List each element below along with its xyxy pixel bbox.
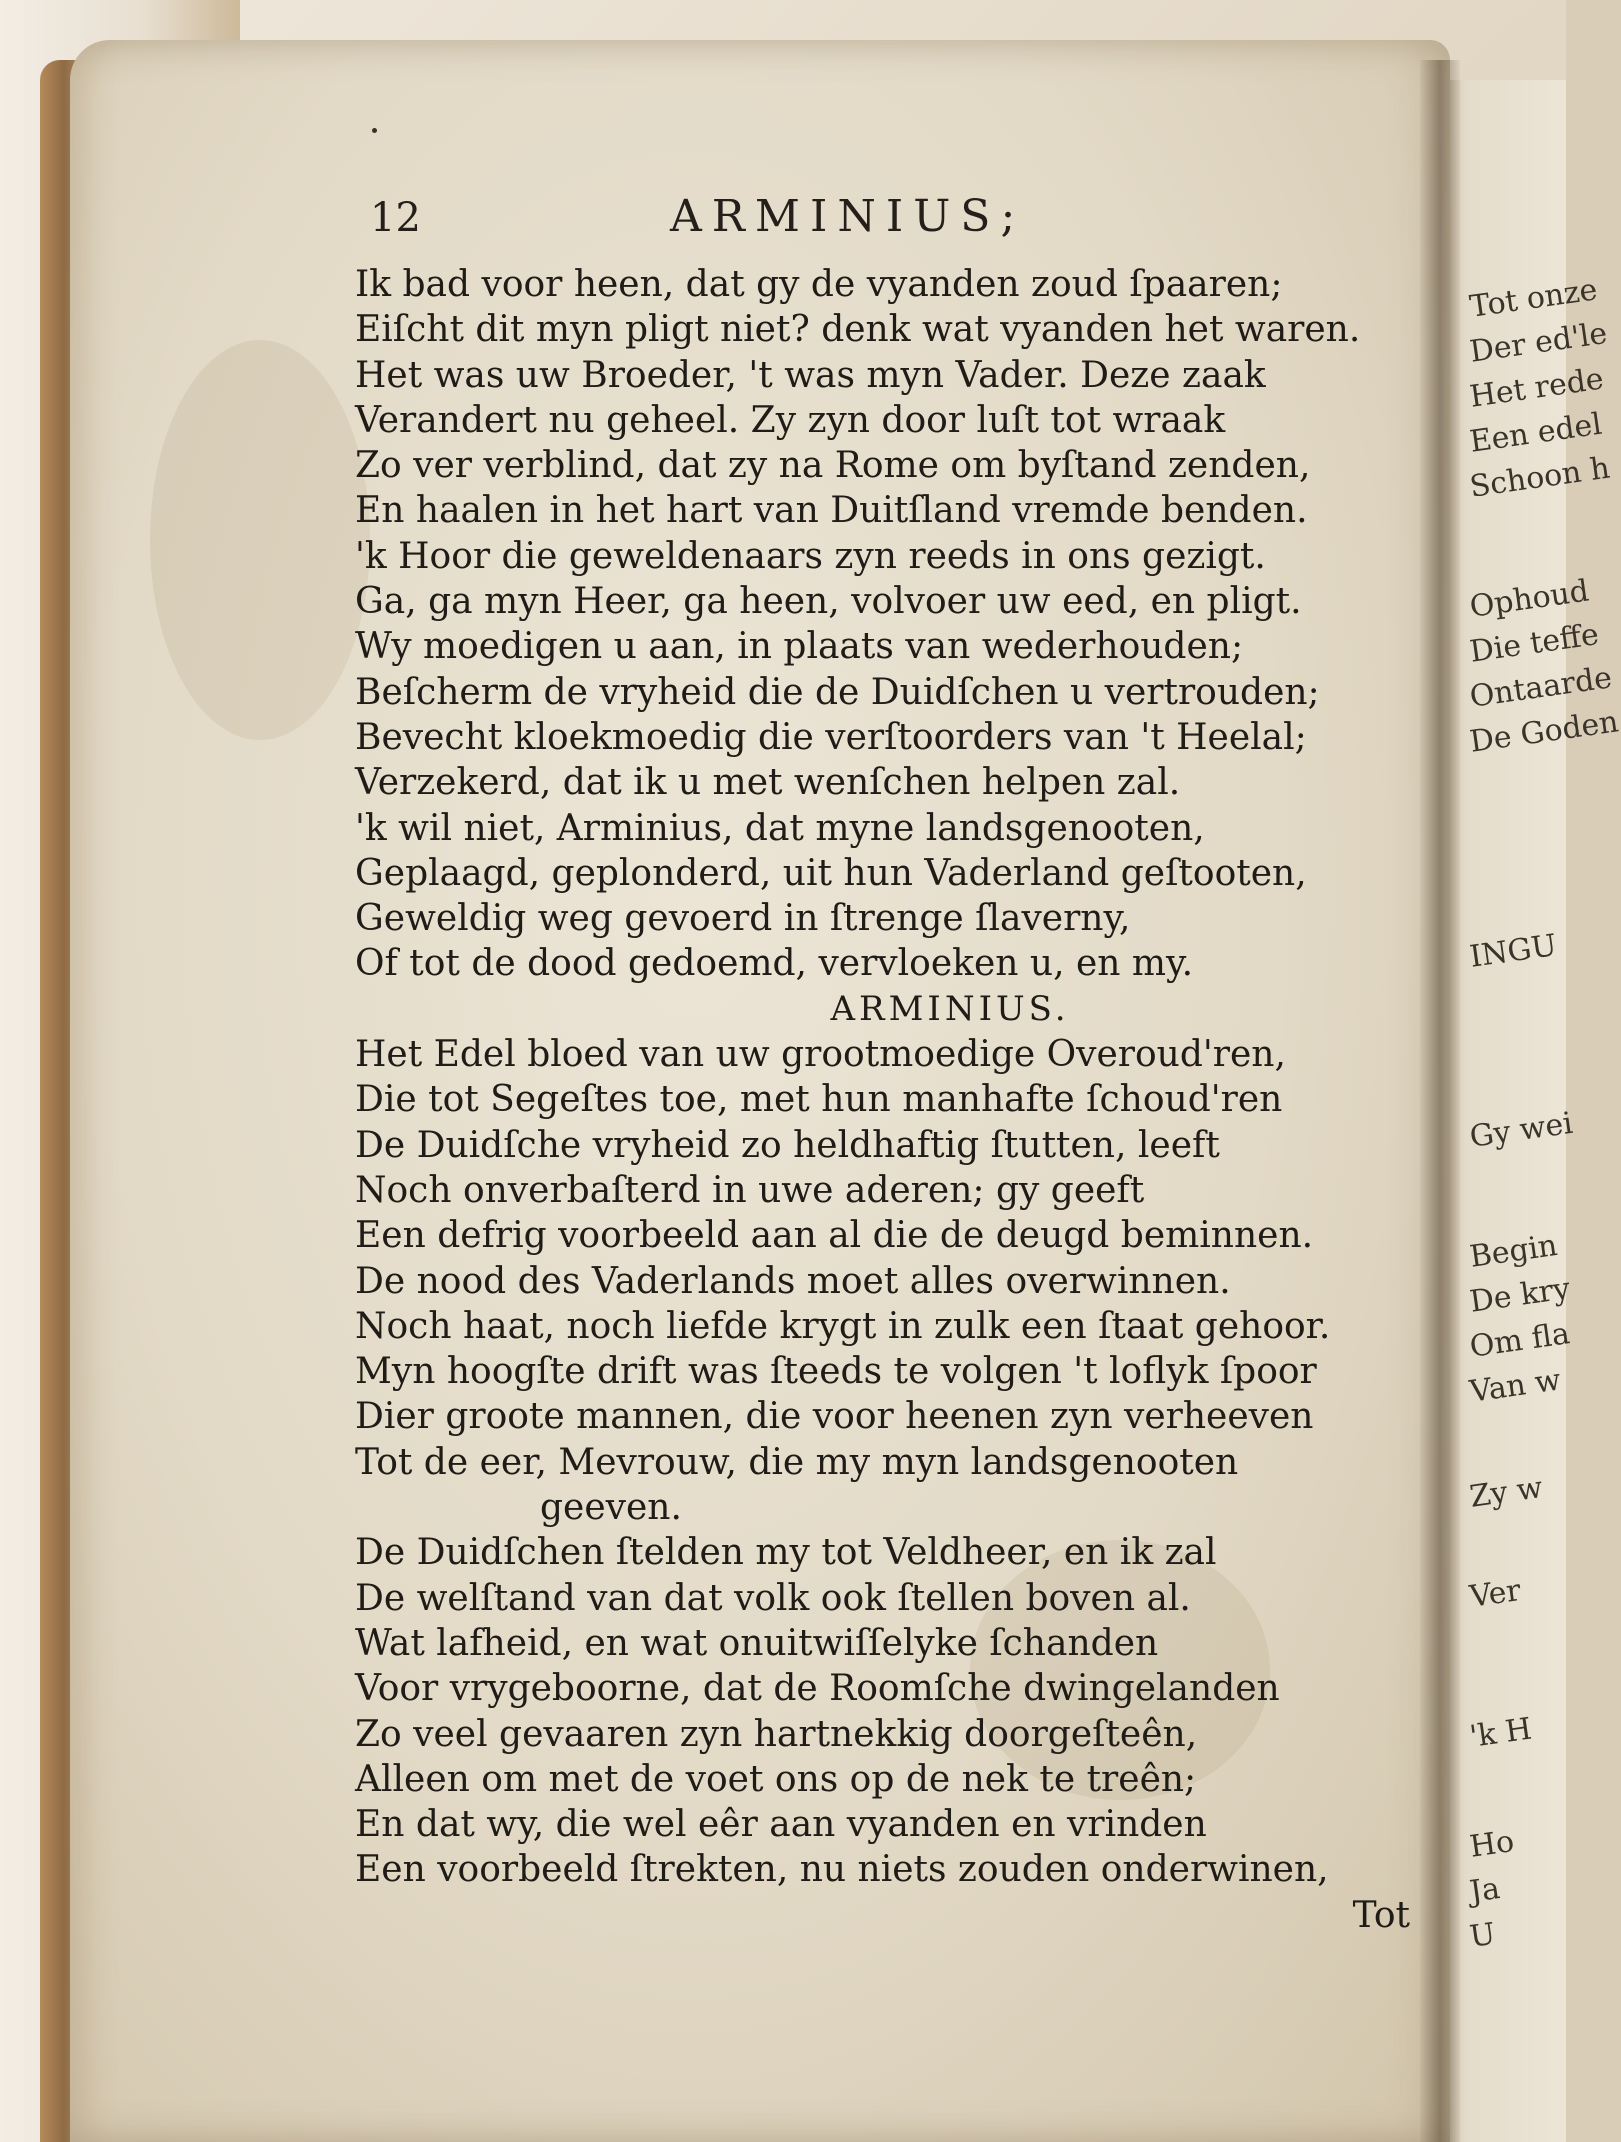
verse-line: Verandert nu geheel. Zy zyn door luſt tot wraak <box>355 399 1226 441</box>
facing-line: Een edel <box>1467 406 1604 460</box>
verse-line: Bevecht kloekmoedig die verſtoorders van 't Heelal; <box>355 716 1307 758</box>
facing-line: 'k H <box>1467 1711 1534 1755</box>
verse-line: Ga, ga myn Heer, ga heen, volvoer uw eed, en pligt. <box>355 581 1302 623</box>
verse-text <box>355 262 1435 1938</box>
facing-line: Om fla <box>1467 1316 1572 1365</box>
verse-line: Het was uw Broeder, 't was myn Vader. Deze zaak <box>355 354 1266 396</box>
verse-line: Wy moedigen u aan, in plaats van wederhouden; <box>355 626 1244 668</box>
facing-line: Tot onze <box>1467 272 1600 325</box>
verse-line: Die tot Segeſtes toe, met hun manhafte ſchoud'ren <box>355 1079 1283 1121</box>
facing-line: Ver <box>1467 1573 1523 1615</box>
verse-line: 'k Hoor die geweldenaars zyn reeds in ons gezigt. <box>355 535 1266 577</box>
verse-line: Het Edel bloed van uw grootmoedige Overoud'ren, <box>355 1034 1286 1076</box>
verse-line: Geplaagd, geplonderd, uit hun Vaderland geſtooten, <box>355 852 1307 894</box>
facing-line: Van w <box>1467 1362 1563 1410</box>
verse-line: De welſtand van dat volk ook ſtellen boven al. <box>355 1577 1191 1619</box>
verse-line: Ik bad voor heen, dat gy de vyanden zoud ſpaaren; <box>355 264 1283 305</box>
facing-line: Die teffe <box>1467 617 1602 670</box>
verse-line: Alleen om met de voet ons op de nek te treên; <box>355 1758 1197 1800</box>
verse-line: Tot de eer, Mevrouw, die my myn landsgenooten <box>355 1441 1239 1483</box>
verse-line: Noch haat, noch liefde krygt in zulk een ſtaat gehoor. <box>355 1305 1331 1347</box>
verse-line: Geweldig weg gevoerd in ſtrenge ſlaverny, <box>355 898 1131 940</box>
facing-line: Schoon h <box>1467 450 1613 505</box>
facing-line: Ho <box>1467 1824 1517 1865</box>
page-number: 12 <box>370 195 421 241</box>
verse-line: Zo veel gevaaren zyn hartnekkig doorgeſteên, <box>355 1713 1198 1755</box>
verse-line: Een defrig voorbeeld aan al die de deugd beminnen. <box>355 1215 1314 1257</box>
verse-line: En dat wy, die wel eêr aan vyanden en vrinden <box>355 1804 1207 1846</box>
verse-line-continuation: geeven. <box>540 1487 682 1529</box>
facing-line: De kry <box>1467 1271 1573 1320</box>
catchword: Tot <box>1352 1894 1410 1936</box>
verse-line: Of tot de dood gedoemd, vervloeken u, en my. <box>355 943 1194 985</box>
verse-line: Een voorbeeld ſtrekten, nu niets zouden onderwinen, <box>355 1849 1329 1891</box>
paper-stain <box>150 340 370 740</box>
verse-line: Noch onverbaſterd in uwe aderen; gy geeft <box>355 1169 1145 1211</box>
verse-line: Voor vrygeboorne, dat de Roomſche dwingelanden <box>355 1668 1280 1710</box>
facing-line: Gy wei <box>1467 1105 1575 1155</box>
verse-line: Wat lafheid, en wat onuitwiſſelyke ſchanden <box>355 1622 1159 1664</box>
verse-line: De Duidſche vryheid zo heldhaftig ſtutten, leeft <box>355 1124 1220 1166</box>
facing-line: Zy w <box>1467 1470 1545 1515</box>
ink-dot <box>372 128 377 133</box>
facing-line: Ontaarde <box>1467 660 1615 715</box>
running-title: ARMINIUS; <box>670 191 1026 242</box>
verse-line: En haalen in het hart van Duitſland vremde benden. <box>355 490 1308 532</box>
verse-line: Dier groote mannen, die voor heenen zyn verheeven <box>355 1396 1314 1438</box>
facing-line: Der ed'le <box>1467 315 1610 370</box>
facing-line: Ophoud <box>1467 573 1591 625</box>
speaker-heading: ARMINIUS. <box>830 988 1070 1029</box>
verse-line: 'k wil niet, Arminius, dat myne landsgenooten, <box>355 807 1205 849</box>
facing-line: De Goden <box>1467 704 1621 760</box>
verse-line: De Duidſchen ſtelden my tot Veldheer, en ik zal <box>355 1532 1217 1574</box>
facing-line: INGU <box>1467 928 1559 975</box>
verse-line: De nood des Vaderlands moet alles overwinnen. <box>355 1260 1231 1302</box>
facing-line: Ja <box>1467 1871 1503 1910</box>
verse-line: Eiſcht dit myn pligt niet? denk wat vyanden het waren. <box>355 309 1361 351</box>
facing-line: Begin <box>1467 1227 1560 1275</box>
verse-line: Verzekerd, dat ik u met wenſchen helpen zal. <box>355 762 1181 804</box>
facing-line: U <box>1467 1916 1498 1955</box>
verse-line: Myn hoogſte drift was ſteeds te volgen 't loflyk ſpoor <box>355 1351 1317 1393</box>
verse-line: Beſcherm de vryheid die de Duidſchen u vertrouden; <box>355 671 1320 713</box>
facing-line: Het rede <box>1467 361 1606 415</box>
verse-line: Zo ver verblind, dat zy na Rome om byſtand zenden, <box>355 445 1311 487</box>
